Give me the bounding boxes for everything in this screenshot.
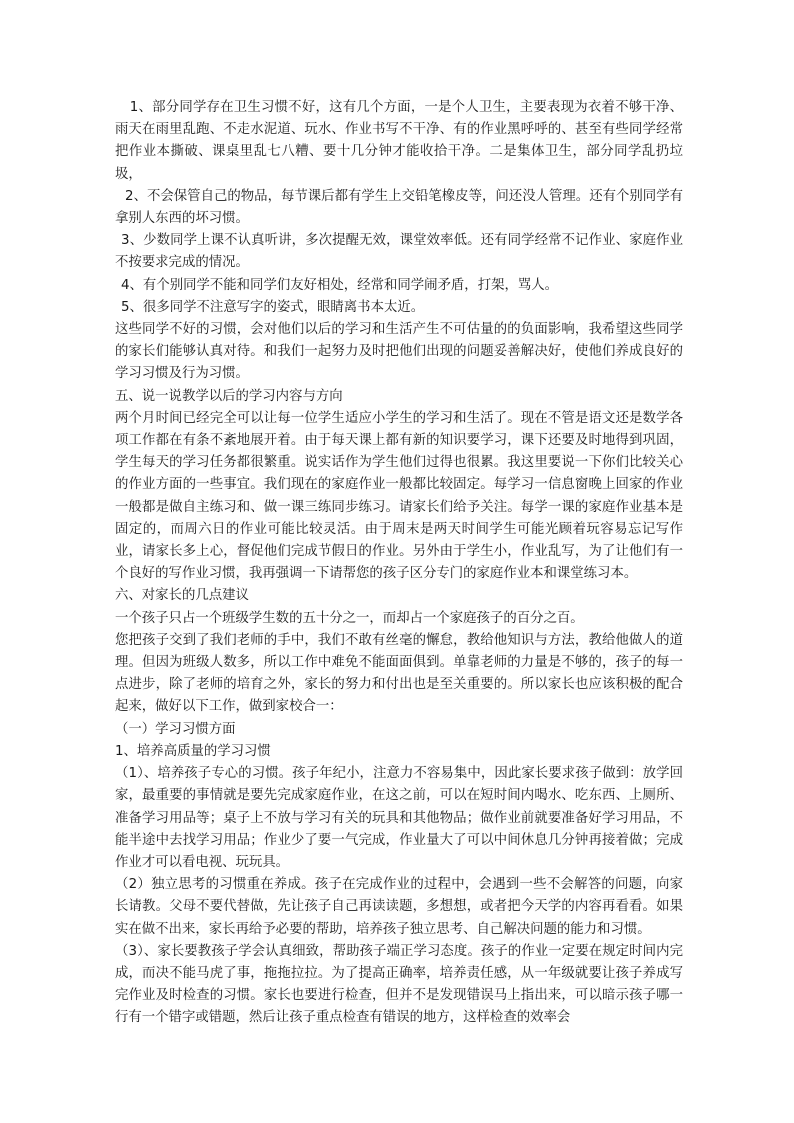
paragraph-focus-habit: （1）、培养孩子专心的习惯。孩子年纪小，注意力不容易集中，因此家长要求孩子做到：放学回家，最重要的事情就是要先完成家庭作业，在这之前，可以在短时间内喝水、吃东西、上厕所、准备学习用品等；桌子上不放与学习有关的玩具和其他物品；做作业前就要准备好学习用品，不能半途中去找学习用品；作业少了要一气完成，作业量大了可以中间休息几分钟再接着做；完成作业才可以看电视、玩玩具。 [115, 766, 683, 870]
paragraph-attention-in-class: 3、少数同学上课不认真听讲，多次提醒无效，课堂效率低。还有同学经常不记作业、家庭作业不按要求完成的情况。 [115, 233, 683, 271]
document-page [115, 97, 683, 1030]
paragraph-getting-along: 4、有个别同学不能和同学们友好相处，经常和同学闹矛盾，打架，骂人。 [121, 277, 559, 293]
section-heading-6: 六、对家长的几点建议 [115, 588, 249, 604]
paragraph-careful-attitude: （3）、家长要教孩子学会认真细致，帮助孩子端正学习态度。孩子的作业一定要在规定时间内完成，而决不能马虎了事，拖拖拉拉。为了提高正确率，培养责任感，从一年级就要让孩子养成写完作业及时检查的习惯。家长也要进行检查，但并不是发现错误马上指出来，可以暗示孩子哪一行有一个错字或错题，然后让孩子重点检查有错误的地方，这样检查的效率会 [115, 943, 683, 1026]
paragraph-writing-posture: 5、很多同学不注意写字的姿式，眼睛离书本太近。 [121, 299, 425, 315]
paragraph-hygiene-habits: 1、部分同学存在卫生习惯不好，这有几个方面，一是个人卫生，主要表现为衣着不够干净、雨天在雨里乱跑、不走水泥道、玩水、作业书写不干净、有的作业黑呼呼的、甚至有些同学经常把作业本撕破、课桌里乱七八糟、要十几分钟才能收拾干净。二是集体卫生，部分同学乱扔垃圾， [115, 100, 683, 182]
paragraph-belongings: 2、不会保管自己的物品，每节课后都有学生上交铅笔橡皮等，问还没人管理。还有个别同学有拿别人东西的坏习惯。 [115, 188, 683, 227]
paragraph-independent-thinking: （2）独立思考的习惯重在养成。孩子在完成作业的过程中，会遇到一些不会解答的问题，向家长请教。父母不要代替做，先让孩子自己再读读题，多想想，或者把今天学的内容再看看。如果实在做不出来，家长再给予必要的帮助，培养孩子独立思考、自己解决问题的能力和习惯。 [115, 877, 683, 937]
paragraph-home-school: 您把孩子交到了我们老师的手中，我们不敢有丝毫的懈怠，教给他知识与方法，教给他做人的道理。但因为班级人数多，所以工作中难免不能面面俱到。单靠老师的力量是不够的，孩子的每一点进步，除了老师的培育之外，家长的努力和付出也是至关重要的。所以家长也应该积极的配合起来，做好以下工作，做到家校合一： [115, 632, 683, 715]
paragraph-one-child: 一个孩子只占一个班级学生数的五十分之一，而却占一个家庭孩子的百分之百。 [115, 610, 584, 626]
subheading-study-habits: （一）学习习惯方面 [115, 721, 236, 737]
paragraph-homework: 两个月时间已经完全可以让每一位学生适应小学生的学习和生活了。现在不管是语文还是数学各项工作都在有条不紊地展开着。由于每天课上都有新的知识要学习，课下还要及时地得到巩固，学生每天的学习任务都很繁重。说实话作为学生他们过得也很累。我这里要说一下你们比较关心的作业方面的一些事宜。我们现在的家庭作业一般都比较固定。每学习一信息窗晚上回家的作业一般都是做自主练习和、做一课三练同步练习。请家长们给予关注。每学一课的家庭作业基本是固定的，而周六日的作业可能比较灵活。由于周末是两天时间学生可能光顾着玩容易忘记写作业，请家长多上心，督促他们完成节假日的作业。另外由于学生小，作业乱写，为了让他们有一个良好的写作业习惯，我再强调一下请帮您的孩子区分专门的家庭作业本和课堂练习本。 [115, 410, 683, 582]
subheading-quality-habits: 1、培养高质量的学习习惯 [115, 743, 271, 759]
paragraph-bad-habits-summary: 这些同学不好的习惯，会对他们以后的学习和生活产生不可估量的的负面影响，我希望这些同学的家长们能够认真对待。和我们一起努力及时把他们出现的问题妥善解决好，使他们养成良好的学习习惯及行为习惯。 [115, 322, 683, 382]
section-heading-5: 五、说一说教学以后的学习内容与方向 [115, 388, 343, 404]
